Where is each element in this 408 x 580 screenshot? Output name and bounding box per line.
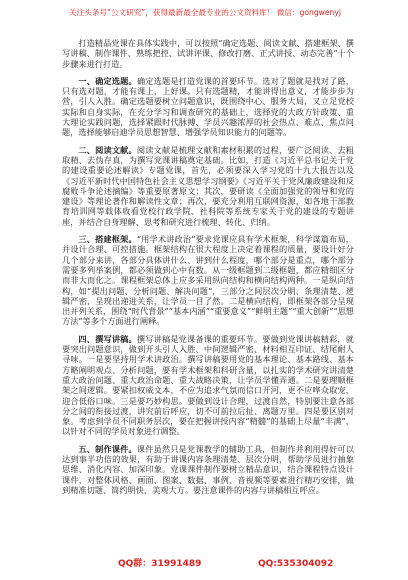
section-2-title: 二、阅读文献。	[78, 144, 137, 155]
section-2-paragraph	[62, 145, 354, 227]
section-3-title: 三、搭建框架。	[78, 234, 137, 245]
section-5-paragraph	[62, 444, 354, 495]
section-5-body: 课件虽然只是党课教学的辅助工具，但制作并利用得好可以达到事半功倍的效果，有助于讲课内容条理清楚、层次分明，帮助学员进行抽象思维、消化内容、加深印象。党课课件制作要树立精品意识，结合课程特点设计课件，对整体风格、画面、图案、数据、事例、音视频等要素进行精巧安排，做到精准切题、简约明快、美观大方。要注意课件的内容与讲稿相互呼应。	[62, 443, 354, 495]
section-4-title: 四、撰写讲稿。	[78, 333, 137, 344]
promo-header: 关注头条号“公文研究”，获得最新最全最专业的公文资料库！ 微信：gongwenyj	[69, 8, 341, 17]
section-4-paragraph	[62, 334, 354, 437]
section-5-title: 五、制作课件。	[78, 443, 137, 454]
qq-group-number: QQ群：31991489	[118, 559, 202, 569]
section-1-paragraph	[62, 76, 354, 138]
section-1-title: 一、确定选题。	[78, 75, 137, 86]
section-1-body: 确定选题是打造党课的首要环节。选对了题就是找对了路，只有选对题，才能有课上，上好课。只有选题精，才能讲得出意义，才能步步为营，引人入胜。确定选题要树立问题意识，既围绕中心、服务大局，又立足党校实际和自身实际，在充分学习和调查研究的基础上，选择党的大政方针政策、重大理论实践问题，选择紧跟时代脉搏、学员兴趣浓厚的社会热点、难点、焦点问题，选择能够启迪学员思想智慧、增强学员知识能力的问题等。	[62, 75, 354, 138]
section-3-paragraph	[62, 234, 354, 327]
section-2-body: 阅读文献是梳理文献和素材积累的过程，要广泛阅读、去粗取精、去伪存真，为撰写党课讲稿奠定基础。比如，打造《习近平总书记关于党的建设重要论述解读》专题党课，首先，必须要深入学习党的十九大报告以及《习近平新时代中国特色社会主义思想学习纲要》《习近平关于党风廉政建设和反腐败斗争论述摘编》等重要原著原文；其次，要研读《全面加强党的领导和党的建设》等理论著作和解读性文章；再次，要充分利用互联网资源，如各地干部教育培训网等载体收看党校行政学院、社科院等系统专家关于党的建设的专题讲座，并结合自身理解、思考和研究进行梳理、转化、归纳。	[62, 144, 354, 227]
contact-footer	[0, 557, 408, 571]
qq-number: QQ:535304092	[258, 559, 334, 569]
document-body	[62, 38, 354, 502]
intro-paragraph: 打造精品党课在具体实践中，可以按照“确定选题、阅读文献、搭建框架、撰写讲稿、制作课件、熟练把控、试讲评课、修改打磨、正式讲授、动态完善”十个步骤来进行打造。	[62, 38, 354, 69]
section-4-body: 撰写讲稿是党课备课的重要环节。要做到党课讲稿精彩，就要突出问题意识，做到开头引人入胜、中间逻辑严密、材料相互印证、结尾耐人寻味。一是要坚持用学术讲政治。撰写讲稿要用党的基本理论、基本路线、基本方略阐明观点、分析问题，要有学术框架和科研含量，以扎实的学术研究讲清楚重大政治问题、重大政治命题、重大战略决策，让学员学懂弄通。二是要理顺框架之间逻辑。要紧扣权威文本，不应为追求气氛而信口开河，更不应哗众取宠，迎合低俗口味。三是要巧妙构思。要做到设计合理，过渡自然，特别要注意各部分之间的衔接过渡，讲究前后呼应，切不可前拉后扯、离题万里。四是要区别对象。考虑到学员不同职务层次，要在把握讲授内容“精髓”的基础上尽量“丰满”，以针对不同的学员对象进行调整。	[62, 333, 354, 437]
section-3-body: “用学术讲政治”要求党课应具有学术框架，科学谋篇布局，并设计合理、可控措施。框架结构在很大程度上决定着课程的质量，要设计好分几个部分来讲，各部分具体讲什么、讲到什么程度，哪个部分是重点，哪个部分需要多列举案例，都必须做到心中有数。从一级框题到二级框题，都应精细区分而非大而化之。课程框架总体上应多采用纵向结构和横向结构两种。一是纵向结构，如“提出问题、分析问题、解决问题”，三部分之间层次分明、条理清楚、逻辑严密，呈现出递进关系，让学员一目了然。二是横向结构，即框架各部分呈现出并列关系，围绕“时代背景”“基本内涵”“重要意义”“鲜明主题”“重大创新”“思想方法”等多个方面进行阐释。	[62, 234, 354, 327]
